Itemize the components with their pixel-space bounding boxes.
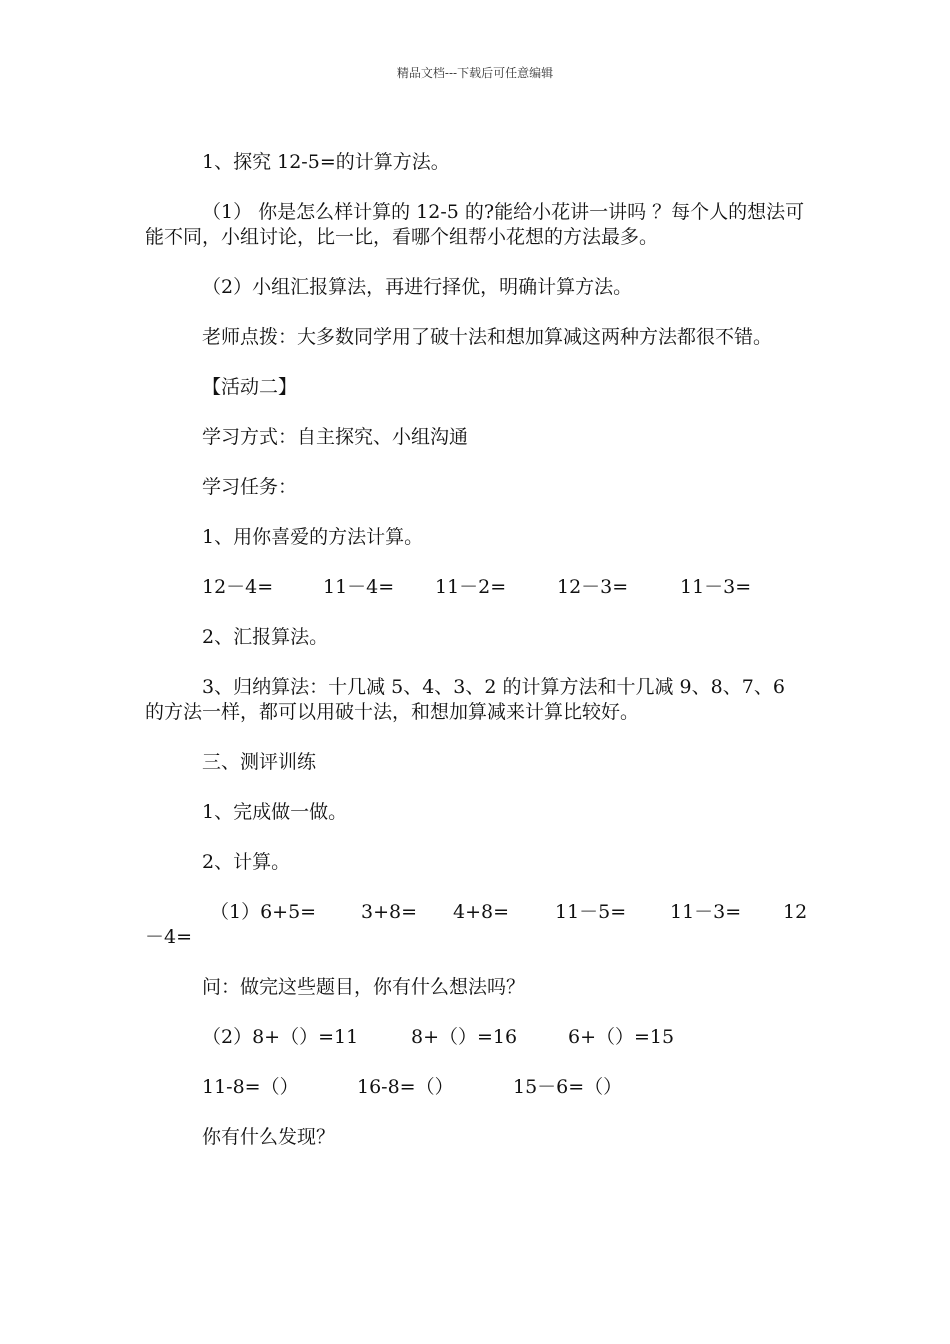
exercise-row-1 (145, 575, 807, 600)
exercise-item: 12 (783, 901, 808, 923)
exercise-row-3 (145, 1025, 807, 1050)
paragraph-study-task: 学习任务： (202, 476, 298, 498)
exercise-item: 12－3= (557, 576, 629, 598)
exercise-item: 15－6=（） (513, 1076, 623, 1098)
paragraph-teacher-note: 老师点拨：大多数同学用了破十法和想加算减这两种方法都很不错。 (202, 326, 773, 348)
paragraph-discovery: 你有什么发现？ (202, 1126, 336, 1148)
exercise-item: 8+（）=16 (411, 1026, 518, 1048)
paragraph-question-2: （2）小组汇报算法，再进行择优，明确计算方法。 (202, 276, 633, 298)
paragraph-section-three: 三、测评训练 (202, 751, 317, 773)
paragraph-study-mode: 学习方式：自主探究、小组沟通 (202, 426, 469, 448)
page-header: 精品文档---下载后可任意编辑 (396, 66, 554, 80)
paragraph-question-thoughts: 问：做完这些题目，你有什么想法吗？ (202, 976, 526, 998)
exercise-item: （2）8+（）=11 (202, 1026, 359, 1048)
exercise-item: 11-8=（） (202, 1076, 299, 1098)
paragraph-explore: 1、探究 12-5=的计算方法。 (202, 151, 450, 173)
exercise-item: －4= (145, 926, 193, 948)
exercise-item: 6+（）=15 (568, 1026, 675, 1048)
exercise-item: 11－2= (435, 576, 507, 598)
paragraph-task-1: 1、用你喜爱的方法计算。 (202, 526, 424, 548)
paragraph-calculate: 2、计算。 (202, 851, 291, 873)
exercise-item: 4+8= (453, 901, 510, 923)
paragraph-do-one: 1、完成做一做。 (202, 801, 348, 823)
exercise-item: 11－3= (680, 576, 752, 598)
exercise-item: 16-8=（） (357, 1076, 454, 1098)
exercise-item: 11－3= (670, 901, 742, 923)
document-body (145, 150, 807, 1175)
exercise-row-4 (145, 1075, 807, 1100)
exercise-row-2 (145, 900, 807, 950)
exercise-item: 3+8= (361, 901, 418, 923)
paragraph-task-2: 2、汇报算法。 (202, 626, 329, 648)
paragraph-activity-two: 【活动二】 (202, 376, 298, 398)
exercise-item: （1）6+5= (210, 901, 317, 923)
paragraph-question-1: （1） 你是怎么样计算的 12-5 的?能给小花讲一讲吗 ？每个人的想法可能不同，小组讨论，比一比，看哪个组帮小花想的方法最多。 (145, 201, 805, 248)
paragraph-summary: 3、归纳算法：十几减 5、4、3、2 的计算方法和十几减 9、8、7、6 的方法一样，都可以用破十法，和想加算减来计算比较好。 (145, 676, 785, 723)
exercise-item: 11－4= (323, 576, 395, 598)
exercise-item: 11－5= (555, 901, 627, 923)
exercise-item: 12－4= (202, 576, 274, 598)
